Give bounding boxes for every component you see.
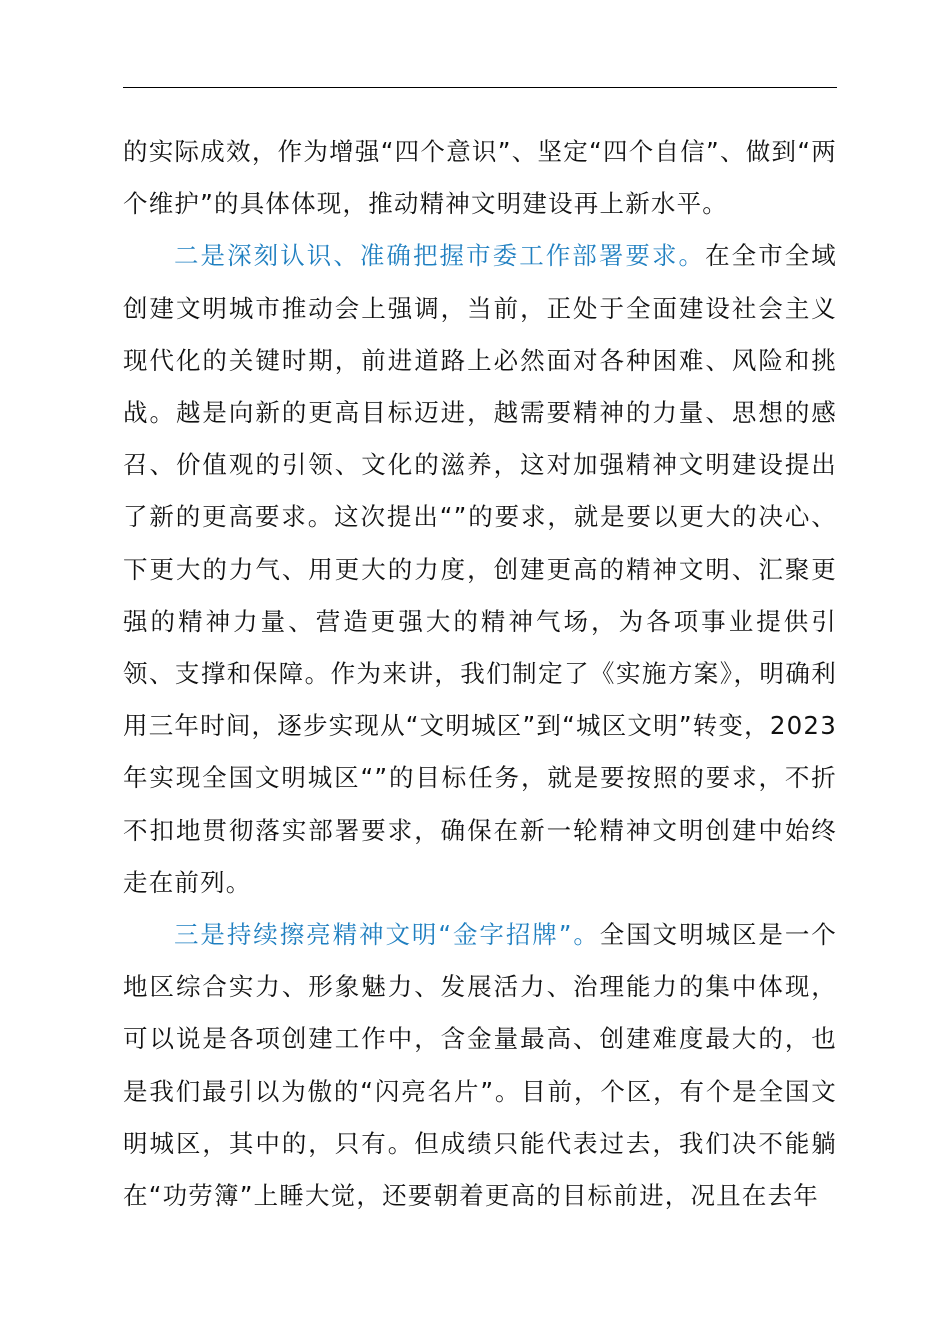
paragraph-continuation — [123, 126, 837, 230]
document-body — [123, 126, 837, 1222]
section-heading: 三是持续擦亮精神文明“金字招牌”。 — [174, 920, 600, 950]
paragraph-text: 全国文明城区是一个地区综合实力、形象魅力、发展活力、治理能力的集中体现，可以说是各项创建工作中，含金量最高、创建难度最大的，也是我们最引以为傲的“闪亮名片”。目前，个区，有个是全国文明城区，其中的，只有。但成绩只能代表过去，我们决不能躺在“功劳簿”上睡大觉，还要朝着更高的目标前进，况且在去年 — [123, 920, 837, 1211]
paragraph-text: 的实际成效，作为增强“四个意识”、坚定“四个自信”、做到“两个维护”的具体体现，推动精神文明建设再上新水平。 — [123, 137, 837, 219]
section-heading: 二是深刻认识、准确把握市委工作部署要求。 — [174, 241, 706, 271]
paragraph-third-point — [123, 909, 837, 1222]
header-rule — [123, 87, 837, 88]
paragraph-text: 在全市全域创建文明城市推动会上强调，当前，正处于全面建设社会主义现代化的关键时期，前进道路上必然面对各种困难、风险和挑战。越是向新的更高目标迈进，越需要精神的力量、思想的感召、价值观的引领、文化的滋养，这对加强精神文明建设提出了新的更高要求。这次提出“”的要求，就是要以更大的决心、下更大的力气、用更大的力度，创建更高的精神文明、汇聚更强的精神力量、营造更强大的精神气场，为各项事业提供引领、支撑和保障。作为来讲，我们制定了《实施方案》，明确利用三年时间，逐步实现从“文明城区”到“城区文明”转变，2023年实现全国文明城区“”的目标任务，就是要按照的要求，不折不扣地贯彻落实部署要求，确保在新一轮精神文明创建中始终走在前列。 — [123, 241, 838, 897]
paragraph-second-point — [123, 230, 837, 909]
